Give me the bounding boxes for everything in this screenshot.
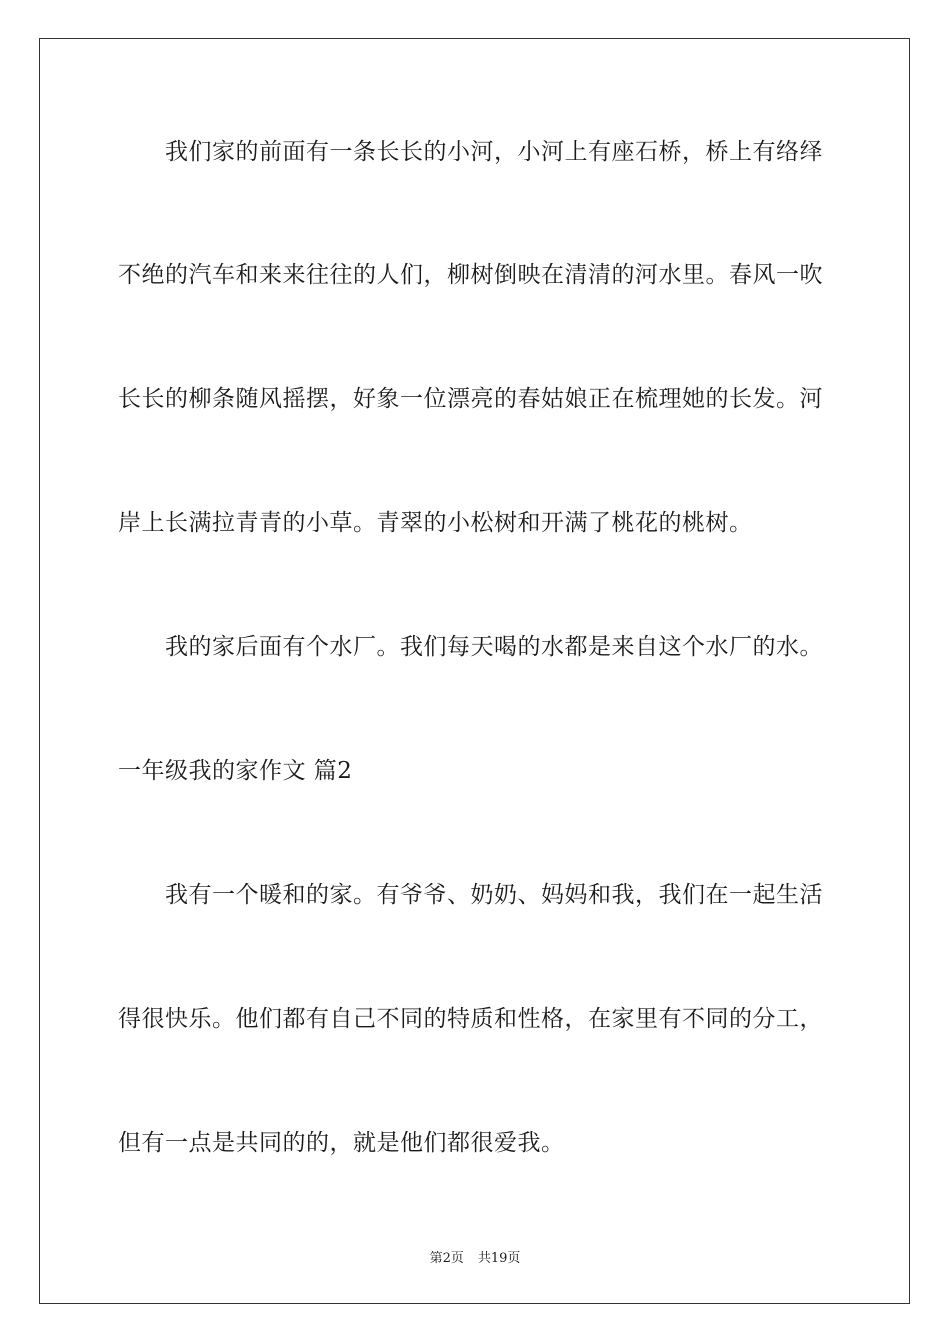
- page-total: 共19页: [477, 1251, 521, 1266]
- page-number: 第2页: [429, 1251, 464, 1266]
- paragraph-3-line-2: 得很快乐。他们都有自己不同的特质和性格，在家里有不同的分工，: [118, 1006, 823, 1032]
- page-footer: [0, 1247, 950, 1266]
- paragraph-3-line-3: 但有一点是共同的的，就是他们都很爱我。: [118, 1130, 565, 1156]
- paragraph-1-line-4: 岸上长满拉青青的小草。青翠的小松树和开满了桃花的桃树。: [118, 510, 753, 536]
- document-page: [39, 38, 910, 1304]
- paragraph-3-line-1: 我有一个暖和的家。有爷爷、奶奶、妈妈和我，我们在一起生活: [165, 882, 823, 908]
- paragraph-2-line-1: 我的家后面有个水厂。我们每天喝的水都是来自这个水厂的水。: [165, 634, 823, 660]
- paragraph-1-line-2: 不绝的汽车和来来往往的人们，柳树倒映在清清的河水里。春风一吹: [118, 262, 823, 288]
- section-heading: 一年级我的家作文 篇2: [118, 758, 353, 784]
- paragraph-1-line-3: 长长的柳条随风摇摆，好象一位漂亮的春姑娘正在梳理她的长发。河: [118, 386, 823, 412]
- paragraph-1-line-1: 我们家的前面有一条长长的小河，小河上有座石桥，桥上有络绎: [165, 139, 823, 165]
